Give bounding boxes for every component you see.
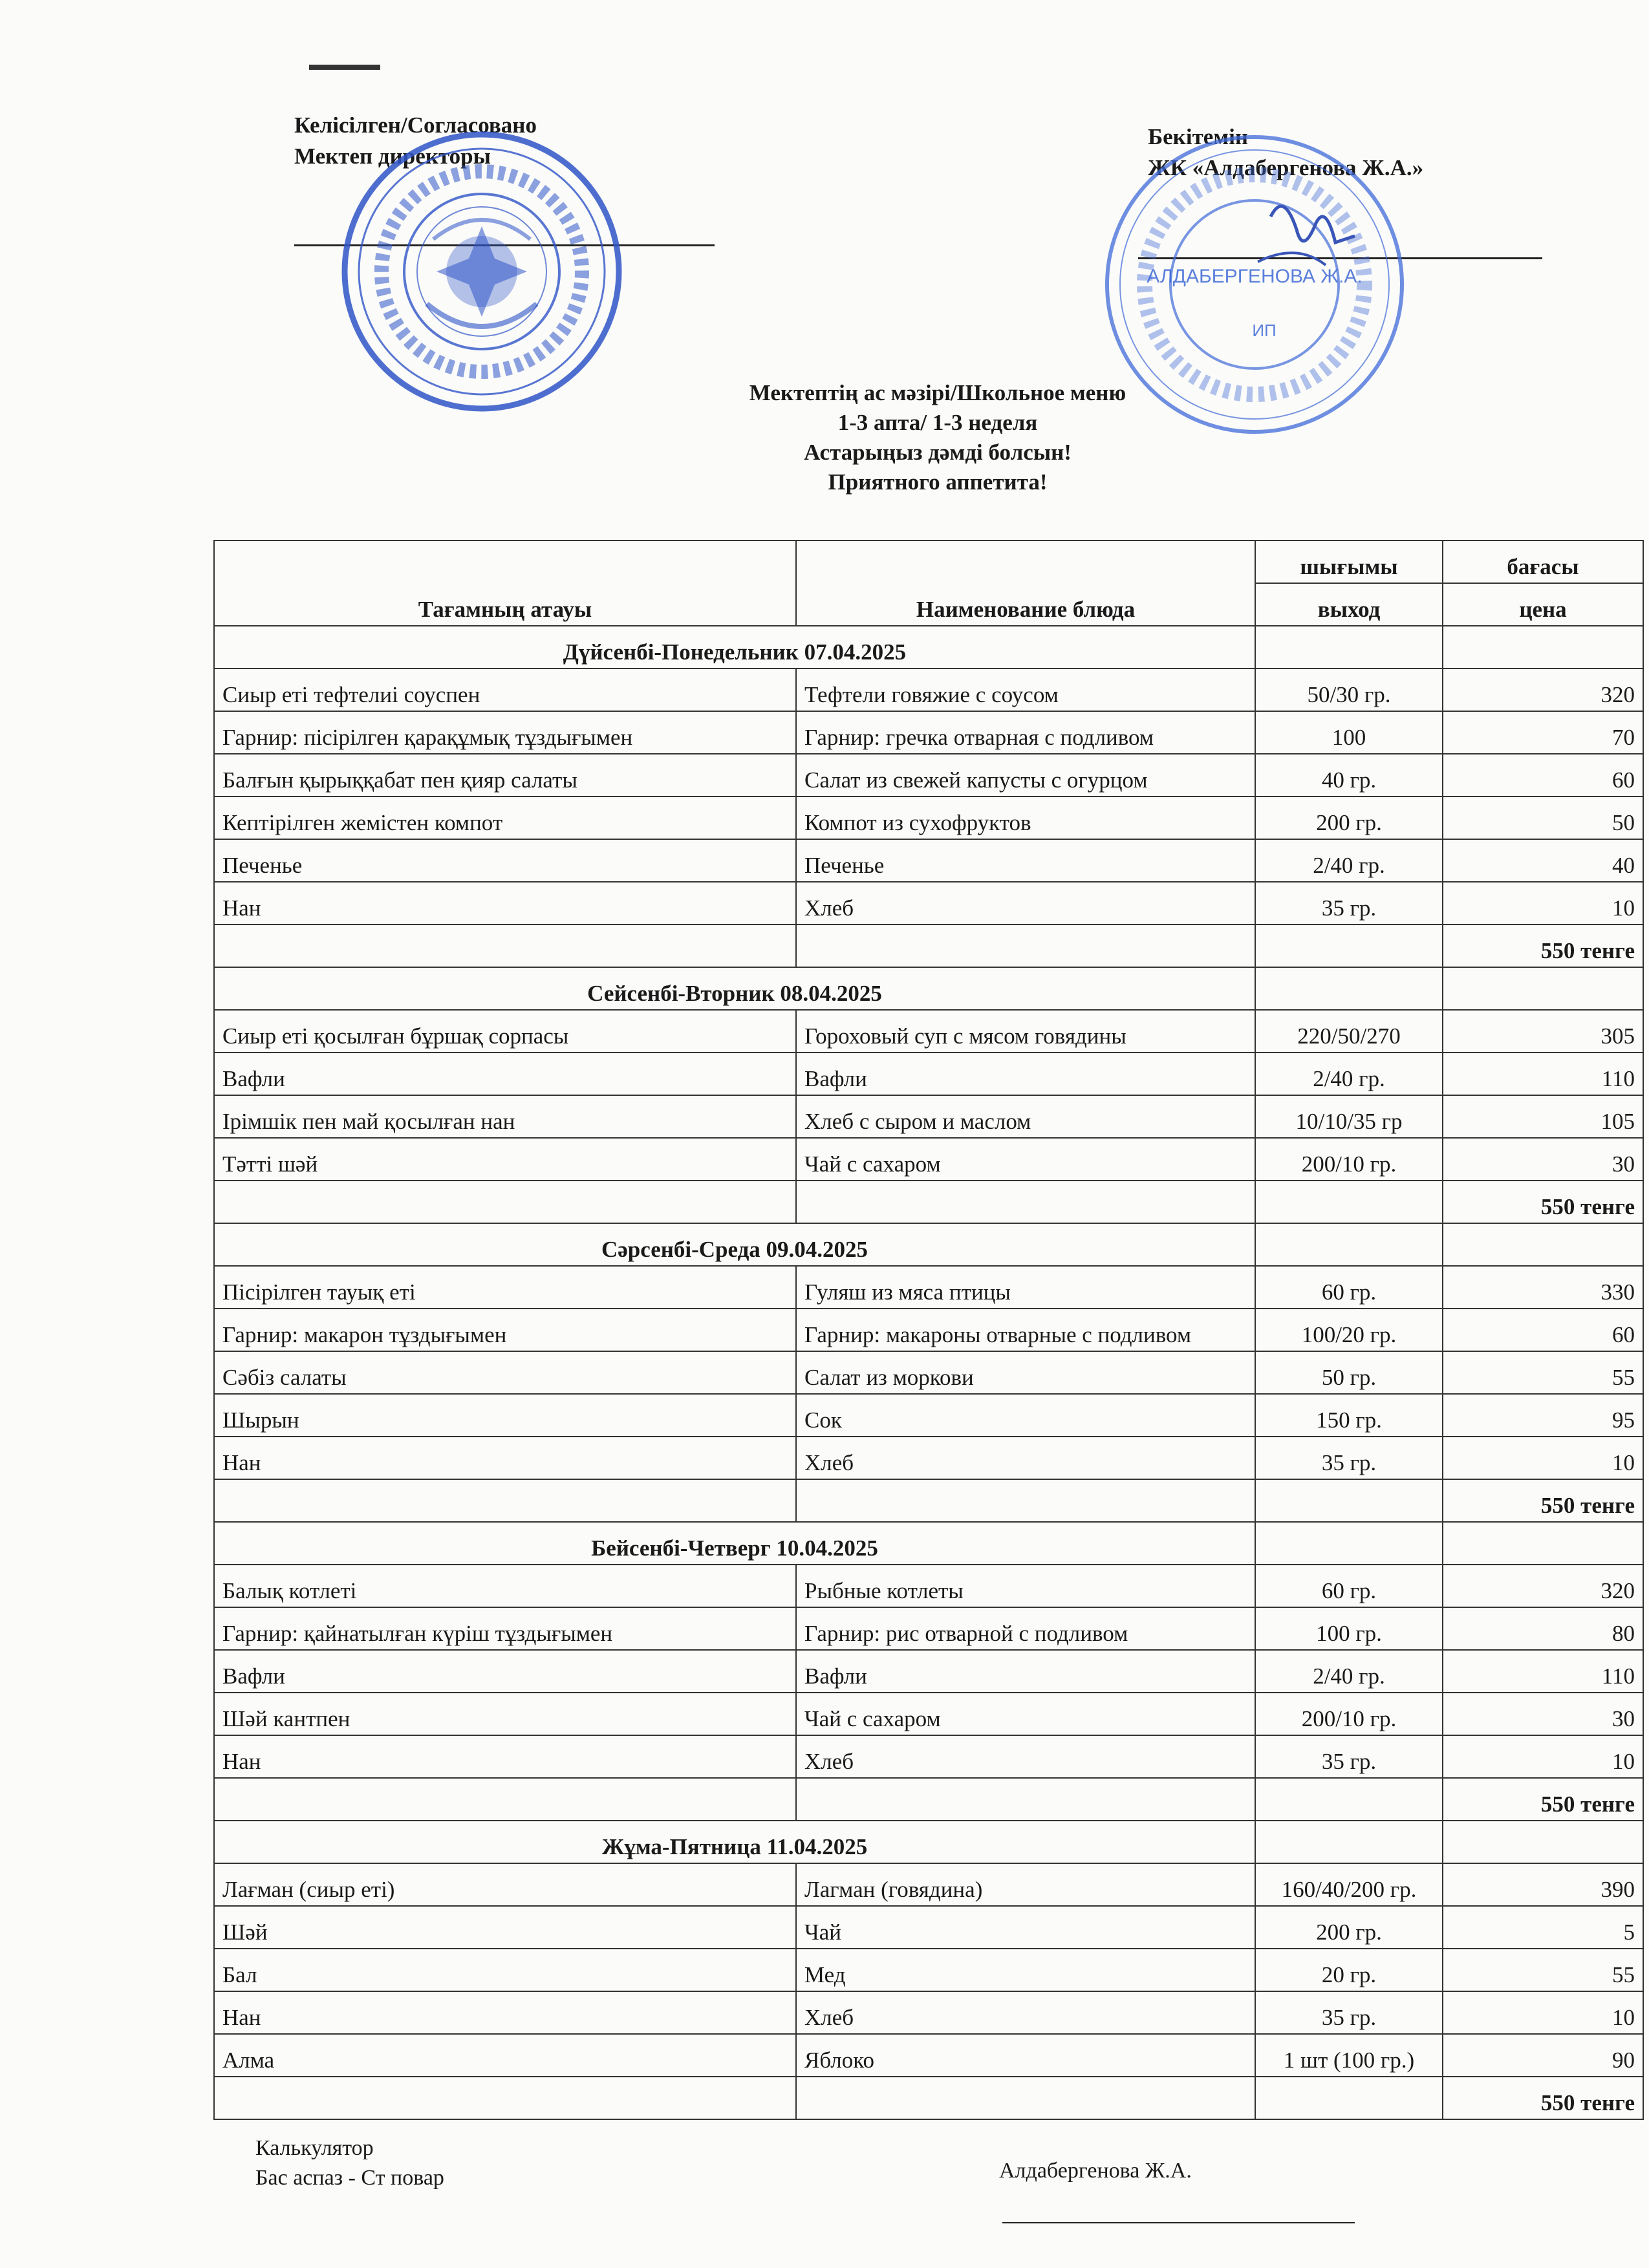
table-row: [214, 1607, 1643, 1650]
table-row: [214, 1650, 1643, 1693]
empty-cell: [1255, 1223, 1443, 1266]
dish-name-ru: Компот из сухофруктов: [796, 797, 1255, 839]
footer-left: [255, 2134, 643, 2193]
table-row: [214, 1351, 1643, 1394]
dish-price: 55: [1443, 1351, 1643, 1394]
menu-title-block: [582, 378, 1293, 497]
dish-price: 390: [1443, 1863, 1643, 1906]
footer-role-calc: Калькулятор: [255, 2136, 374, 2160]
table-row: [214, 1095, 1643, 1138]
day-total: 550 тенге: [1443, 925, 1643, 967]
dish-output: 50/30 гр.: [1255, 669, 1443, 711]
dish-output: 200 гр.: [1255, 797, 1443, 839]
dish-name-kz: Балық котлеті: [214, 1565, 796, 1607]
table-header-row: [214, 540, 1643, 583]
dish-output: 40 гр.: [1255, 754, 1443, 797]
dish-name-ru: Печенье: [796, 839, 1255, 882]
table-row: [214, 1991, 1643, 2034]
school-stamp: [336, 129, 627, 414]
dish-output: 35 гр.: [1255, 1437, 1443, 1479]
empty-cell: [796, 1181, 1255, 1223]
dish-name-kz: Нан: [214, 1991, 796, 2034]
dish-price: 10: [1443, 1735, 1643, 1778]
dish-name-kz: Шәй кантпен: [214, 1693, 796, 1735]
total-row: [214, 1181, 1643, 1223]
dish-name-kz: Шырын: [214, 1394, 796, 1437]
dish-name-ru: Гарнир: макароны отварные с подливом: [796, 1309, 1255, 1351]
dish-name-ru: Хлеб: [796, 1437, 1255, 1479]
empty-cell: [1255, 1778, 1443, 1821]
dish-name-ru: Гарнир: гречка отварная с подливом: [796, 711, 1255, 754]
day-title: Жұма-Пятница 11.04.2025: [214, 1821, 1255, 1863]
empty-cell: [1255, 1479, 1443, 1522]
empty-cell: [214, 2077, 796, 2119]
dish-price: 90: [1443, 2034, 1643, 2077]
table-row: [214, 1266, 1643, 1309]
ip-stamp-type: ИП: [1252, 321, 1277, 340]
dish-output: 60 гр.: [1255, 1266, 1443, 1309]
empty-cell: [214, 925, 796, 967]
dish-output: 35 гр.: [1255, 1991, 1443, 2034]
dish-name-ru: Чай с сахаром: [796, 1693, 1255, 1735]
empty-cell: [1443, 1223, 1643, 1266]
col-out-kz-header: шығымы: [1255, 540, 1443, 583]
approval-right-line1: Бекітемін: [1148, 124, 1249, 149]
footer-right-name: Алдабергенова Ж.А.: [999, 2159, 1192, 2183]
day-row: [214, 1821, 1643, 1863]
table-row: [214, 1309, 1643, 1351]
dish-name-kz: Вафли: [214, 1650, 796, 1693]
day-row: [214, 1522, 1643, 1565]
dish-name-ru: Чай: [796, 1906, 1255, 1949]
dish-price: 50: [1443, 797, 1643, 839]
dish-price: 95: [1443, 1394, 1643, 1437]
dish-name-kz: Бал: [214, 1949, 796, 1991]
dish-output: 60 гр.: [1255, 1565, 1443, 1607]
dish-name-kz: Алма: [214, 2034, 796, 2077]
dish-price: 330: [1443, 1266, 1643, 1309]
dish-output: 200 гр.: [1255, 1906, 1443, 1949]
empty-cell: [1255, 626, 1443, 669]
table-row: [214, 711, 1643, 754]
empty-cell: [1443, 1522, 1643, 1565]
dish-name-ru: Гарнир: рис отварной с подливом: [796, 1607, 1255, 1650]
dish-name-kz: Кептірілген жемістен компот: [214, 797, 796, 839]
dish-price: 80: [1443, 1607, 1643, 1650]
dish-name-ru: Гуляш из мяса птицы: [796, 1266, 1255, 1309]
empty-cell: [1443, 1821, 1643, 1863]
dish-name-ru: Яблоко: [796, 2034, 1255, 2077]
ip-stamp-name: АЛДАБЕРГЕНОВА Ж.А.: [1147, 266, 1363, 287]
dish-name-kz: Вафли: [214, 1053, 796, 1095]
dish-name-kz: Сиыр еті қосылған бұршақ сорпасы: [214, 1010, 796, 1053]
dish-name-kz: Гарнир: қайнатылған күріш тұздығымен: [214, 1607, 796, 1650]
dish-price: 320: [1443, 1565, 1643, 1607]
dish-output: 160/40/200 гр.: [1255, 1863, 1443, 1906]
day-title: Бейсенбі-Четверг 10.04.2025: [214, 1522, 1255, 1565]
dish-name-ru: Лагман (говядина): [796, 1863, 1255, 1906]
dish-name-kz: Ірімшік пен май қосылған нан: [214, 1095, 796, 1138]
dish-price: 110: [1443, 1650, 1643, 1693]
col-price-ru-header: цена: [1443, 583, 1643, 626]
menu-wish-kz: Астарыңыз дәмді болсын!: [804, 440, 1072, 465]
col-price-kz-header: бағасы: [1443, 540, 1643, 583]
dish-output: 2/40 гр.: [1255, 839, 1443, 882]
day-row: [214, 1223, 1643, 1266]
empty-cell: [796, 1778, 1255, 1821]
table-row: [214, 2034, 1643, 2077]
dish-output: 2/40 гр.: [1255, 1053, 1443, 1095]
dish-name-kz: Гарнир: макарон тұздығымен: [214, 1309, 796, 1351]
footer-signature-line: [1002, 2222, 1355, 2223]
dish-name-kz: Нан: [214, 882, 796, 925]
dish-output: 100/20 гр.: [1255, 1309, 1443, 1351]
dish-price: 105: [1443, 1095, 1643, 1138]
table-row: [214, 1138, 1643, 1181]
dish-output: 200/10 гр.: [1255, 1138, 1443, 1181]
dish-output: 20 гр.: [1255, 1949, 1443, 1991]
table-row: [214, 1949, 1643, 1991]
dish-name-kz: Пісірілген тауық еті: [214, 1266, 796, 1309]
dish-output: 2/40 гр.: [1255, 1650, 1443, 1693]
day-total: 550 тенге: [1443, 1778, 1643, 1821]
approval-right-line2: ЖК «Алдабергенова Ж.А.»: [1148, 155, 1424, 180]
day-title: Сәрсенбі-Среда 09.04.2025: [214, 1223, 1255, 1266]
dish-price: 55: [1443, 1949, 1643, 1991]
dish-name-ru: Гороховый суп с мясом говядины: [796, 1010, 1255, 1053]
menu-weeks: 1-3 апта/ 1-3 неделя: [837, 410, 1038, 435]
dish-output: 1 шт (100 гр.): [1255, 2034, 1443, 2077]
dish-name-kz: Лағман (сиыр еті): [214, 1863, 796, 1906]
total-row: [214, 925, 1643, 967]
footer-role-chef: Бас аспаз - Ст повар: [255, 2166, 444, 2190]
dish-output: 50 гр.: [1255, 1351, 1443, 1394]
dish-name-kz: Балғын қырыққабат пен қияр салаты: [214, 754, 796, 797]
table-row: [214, 669, 1643, 711]
col-ru-header: Наименование блюда: [796, 540, 1255, 626]
dish-name-kz: Сәбіз салаты: [214, 1351, 796, 1394]
table-row: [214, 1906, 1643, 1949]
dish-name-kz: Гарнир: пісірілген қарақұмық тұздығымен: [214, 711, 796, 754]
table-row: [214, 1394, 1643, 1437]
dish-price: 60: [1443, 754, 1643, 797]
dish-name-ru: Чай с сахаром: [796, 1138, 1255, 1181]
empty-cell: [1255, 2077, 1443, 2119]
empty-cell: [1255, 1522, 1443, 1565]
table-row: [214, 1735, 1643, 1778]
dish-price: 40: [1443, 839, 1643, 882]
dish-price: 10: [1443, 882, 1643, 925]
dish-name-kz: Нан: [214, 1735, 796, 1778]
total-row: [214, 1778, 1643, 1821]
table-row: [214, 1693, 1643, 1735]
day-row: [214, 967, 1643, 1010]
empty-cell: [1255, 1181, 1443, 1223]
dish-price: 10: [1443, 1437, 1643, 1479]
table-row: [214, 1863, 1643, 1906]
dish-price: 5: [1443, 1906, 1643, 1949]
total-row: [214, 2077, 1643, 2119]
day-total: 550 тенге: [1443, 2077, 1643, 2119]
dish-name-ru: Хлеб: [796, 882, 1255, 925]
approval-left-line2: Мектеп директоры: [294, 144, 491, 169]
day-title: Дүйсенбі-Понедельник 07.04.2025: [214, 626, 1255, 669]
dish-price: 30: [1443, 1138, 1643, 1181]
dish-name-ru: Салат из моркови: [796, 1351, 1255, 1394]
dish-name-kz: Тәтті шәй: [214, 1138, 796, 1181]
empty-cell: [214, 1181, 796, 1223]
day-total: 550 тенге: [1443, 1181, 1643, 1223]
dish-name-kz: Сиыр еті тефтелиі соуспен: [214, 669, 796, 711]
menu-table-body: [214, 540, 1643, 2119]
dish-name-ru: Вафли: [796, 1650, 1255, 1693]
dish-name-ru: Тефтели говяжие с соусом: [796, 669, 1255, 711]
dish-name-ru: Рыбные котлеты: [796, 1565, 1255, 1607]
empty-cell: [1255, 967, 1443, 1010]
table-row: [214, 1053, 1643, 1095]
empty-cell: [796, 2077, 1255, 2119]
day-row: [214, 626, 1643, 669]
col-out-ru-header: выход: [1255, 583, 1443, 626]
dish-output: 150 гр.: [1255, 1394, 1443, 1437]
empty-cell: [214, 1479, 796, 1522]
dish-name-ru: Хлеб: [796, 1735, 1255, 1778]
day-title: Сейсенбі-Вторник 08.04.2025: [214, 967, 1255, 1010]
menu-title: Мектептің ас мәзірі/Школьное меню: [749, 380, 1126, 405]
empty-cell: [1443, 967, 1643, 1010]
dish-name-ru: Вафли: [796, 1053, 1255, 1095]
dish-price: 10: [1443, 1991, 1643, 2034]
dish-name-ru: Мед: [796, 1949, 1255, 1991]
total-row: [214, 1479, 1643, 1522]
table-row: [214, 839, 1643, 882]
table-row: [214, 1565, 1643, 1607]
dish-name-kz: Нан: [214, 1437, 796, 1479]
dish-output: 200/10 гр.: [1255, 1693, 1443, 1735]
dish-price: 30: [1443, 1693, 1643, 1735]
menu-table: [213, 540, 1644, 2120]
dish-output: 100 гр.: [1255, 1607, 1443, 1650]
dish-name-ru: Салат из свежей капусты с огурцом: [796, 754, 1255, 797]
dish-name-kz: Шәй: [214, 1906, 796, 1949]
approval-left-line1: Келісілген/Согласовано: [294, 112, 537, 138]
empty-cell: [1443, 626, 1643, 669]
table-row: [214, 1437, 1643, 1479]
col-kz-header: Тағамның атауы: [214, 540, 796, 626]
dish-output: 220/50/270: [1255, 1010, 1443, 1053]
menu-wish-ru: Приятного аппетита!: [828, 469, 1048, 495]
dish-name-ru: Хлеб: [796, 1991, 1255, 2034]
dish-output: 10/10/35 гр: [1255, 1095, 1443, 1138]
table-row: [214, 1010, 1643, 1053]
empty-cell: [1255, 925, 1443, 967]
dish-price: 70: [1443, 711, 1643, 754]
dish-output: 100: [1255, 711, 1443, 754]
empty-cell: [1255, 1821, 1443, 1863]
table-row: [214, 882, 1643, 925]
empty-cell: [796, 925, 1255, 967]
day-total: 550 тенге: [1443, 1479, 1643, 1522]
dish-output: 35 гр.: [1255, 1735, 1443, 1778]
dish-name-kz: Печенье: [214, 839, 796, 882]
scan-mark: [309, 65, 380, 70]
table-row: [214, 754, 1643, 797]
empty-cell: [796, 1479, 1255, 1522]
dish-name-ru: Хлеб с сыром и маслом: [796, 1095, 1255, 1138]
dish-price: 320: [1443, 669, 1643, 711]
empty-cell: [214, 1778, 796, 1821]
dish-price: 110: [1443, 1053, 1643, 1095]
dish-price: 305: [1443, 1010, 1643, 1053]
dish-price: 60: [1443, 1309, 1643, 1351]
dish-name-ru: Сок: [796, 1394, 1255, 1437]
table-row: [214, 797, 1643, 839]
dish-output: 35 гр.: [1255, 882, 1443, 925]
